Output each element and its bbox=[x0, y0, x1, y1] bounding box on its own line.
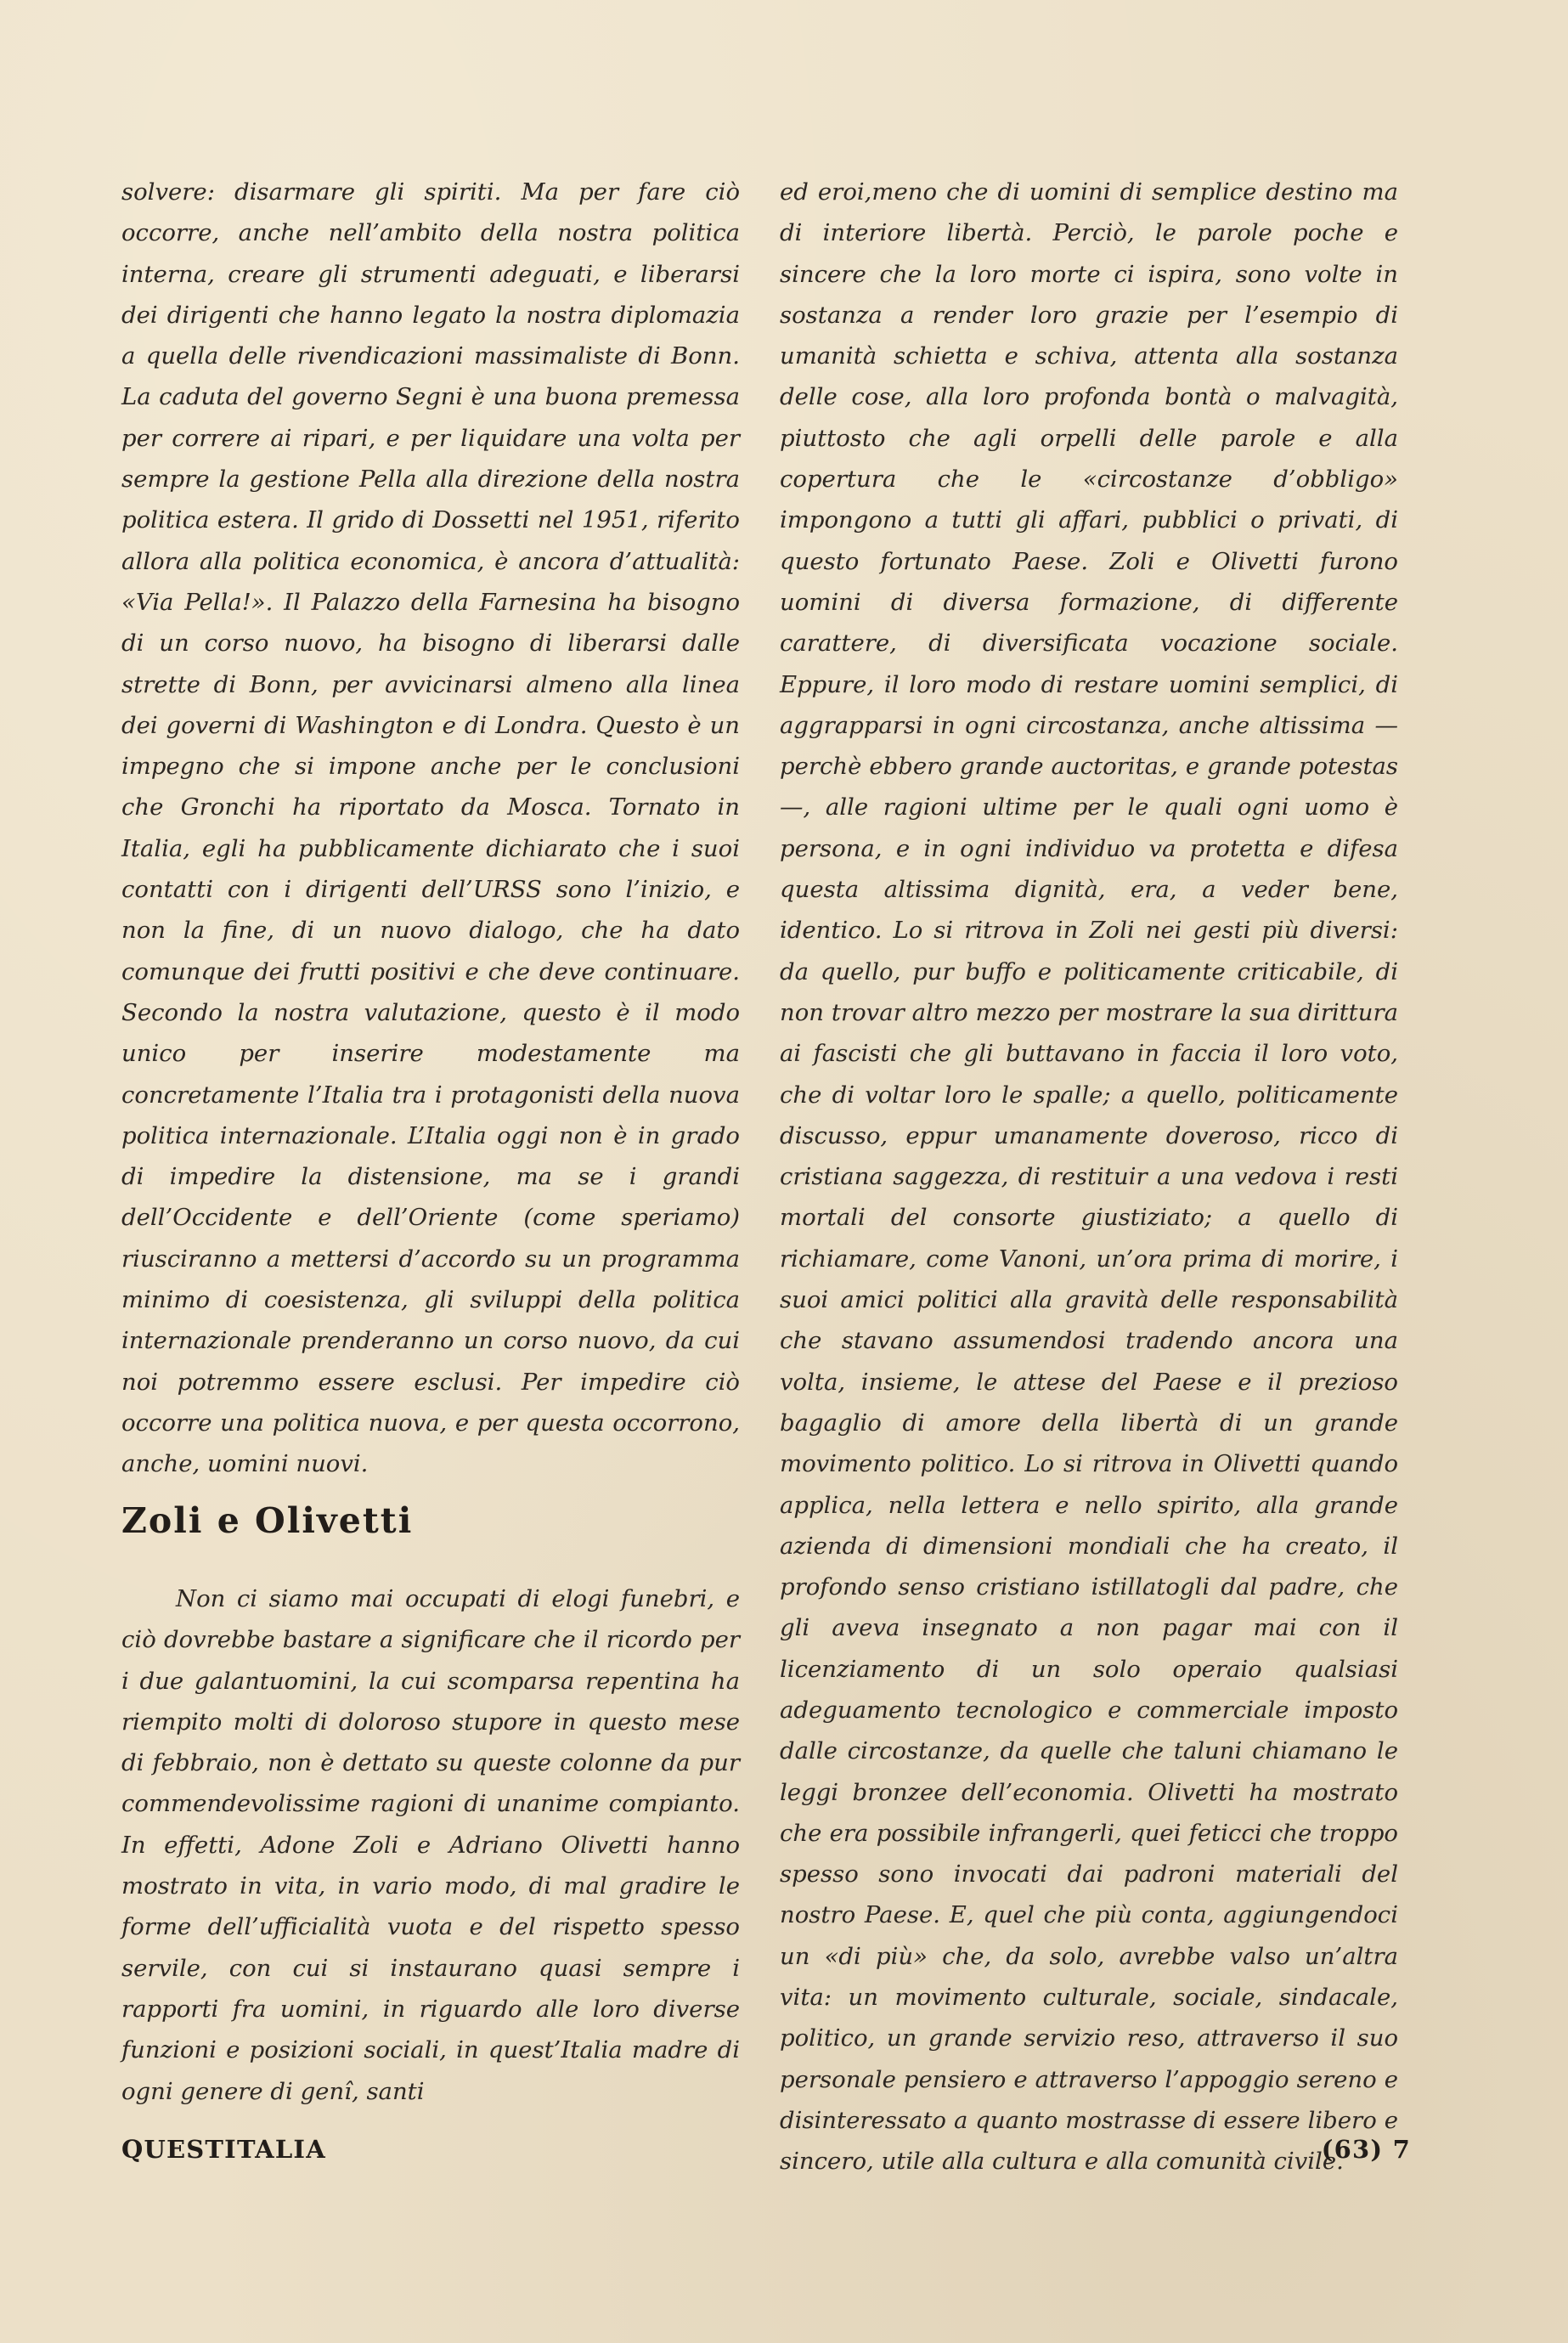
right-column bbox=[780, 172, 1398, 2182]
left-paragraph-2: Non ci siamo mai occupati di elogi funebri, e ciò dovrebbe bastare a significare che il ricordo per i due galantuomini, la cui scomparsa repentina ha riempito molti di doloroso stupore in questo mese di febbraio, non è dettato su queste colonne da pur commendevolissime ragioni di unanime compianto. In effetti, Adone Zoli e Adriano Olivetti hanno mostrato in vita, in vario modo, di mal gradire le forme dell’ufficialità vuota e del rispetto spesso servile, con cui si instaurano quasi sempre i rapporti fra uomini, in riguardo alle loro diverse funzioni e posizioni sociali, in quest’Italia madre di ogni genere di genî, santi bbox=[121, 1585, 740, 2105]
footer-page-number: (63) 7 bbox=[1321, 2135, 1411, 2164]
left-column-lower bbox=[121, 1578, 740, 2112]
left-paragraph-1: solvere: disarmare gli spiriti. Ma per fare ciò occorre, anche nell’ambito della nostra politica interna, creare gli strumenti adeguati, e liberarsi dei dirigenti che hanno legato la nostra diplomazia a quella delle rivendicazioni massimaliste di Bonn. La caduta del governo Segni è una buona premessa per correre ai ripari, e per liquidare una volta per sempre la gestione Pella alla direzione della nostra politica estera. Il grido di Dossetti nel 1951, riferito allora alla politica economica, è ancora d’attualità: «Via Pella!». Il Palazzo della Farnesina ha bisogno di un corso nuovo, ha bisogno di liberarsi dalle strette di Bonn, per avvicinarsi almeno alla linea dei governi di Washington e di Londra. Questo è un impegno che si impone anche per le conclusioni che Gronchi ha riportato da Mosca. Tornato in Italia, egli ha pubblicamente dichiarato che i suoi contatti con i dirigenti dell’URSS sono l’inizio, e non la fine, di un nuovo dialogo, che ha dato comunque dei frutti positivi e che deve continuare. Secondo la nostra valutazione, questo è il modo unico per inserire modestamente ma concretamente l’Italia tra i protagonisti della nuova politica internazionale. L’Italia oggi non è in grado di impedire la distensione, ma se i grandi dell’Occidente e dell’Oriente (come speriamo) riusciranno a mettersi d’accordo su un programma minimo di coesistenza, gli sviluppi della politica internazionale prenderanno un corso nuovo, da cui noi potremmo essere esclusi. Per impedire ciò occorre una politica nuova, e per questa occorrono, anche, uomini nuovi. bbox=[121, 178, 740, 1478]
left-column bbox=[121, 172, 740, 1485]
footer-magazine-name: QUESTITALIA bbox=[121, 2135, 326, 2164]
section-title: Zoli e Olivetti bbox=[121, 1500, 414, 1541]
right-paragraph-1: ed eroi,meno che di uomini di semplice destino ma di interiore libertà. Perciò, le parole poche e sincere che la loro morte ci ispira, sono volte in sostanza a render loro grazie per l’esempio di umanità schietta e schiva, attenta alla sostanza delle cose, alla loro profonda bontà o malvagità, piuttosto che agli orpelli delle parole e alla copertura che le «circostanze d’obbligo» impongono a tutti gli affari, pubblici o privati, di questo fortunato Paese. Zoli e Olivetti furono uomini di diversa formazione, di differente carattere, di diversificata vocazione sociale. Eppure, il loro modo di restare uomini semplici, di aggrapparsi in ogni circostanza, anche altissima — perchè ebbero grande auctoritas, e grande potestas —, alle ragioni ultime per le quali ogni uomo è persona, e in ogni individuo va protetta e difesa questa altissima dignità, era, a veder bene, identico. Lo si ritrova in Zoli nei gesti più diversi: da quello, pur buffo e politicamente criticabile, di non trovar altro mezzo per mostrare la sua dirittura ai fascisti che gli buttavano in faccia il loro voto, che di voltar loro le spalle; a quello, politicamente discusso, eppur umanamente doveroso, ricco di cristiana saggezza, di restituir a una vedova i resti mortali del consorte giustiziato; a quello di richiamare, come Vanoni, un’ora prima di morire, i suoi amici politici alla gravità delle responsabilità che stavano assumendosi tradendo ancora una volta, insieme, le attese del Paese e il prezioso bagaglio di amore della libertà di un grande movimento politico. Lo si ritrova in Olivetti quando applica, nella lettera e nello spirito, alla grande azienda di dimensioni mondiali che ha creato, il profondo senso cristiano istillatogli dal padre, che gli aveva insegnato a non pagar mai con il licenziamento di un solo operaio qualsiasi adeguamento tecnologico e commerciale imposto dalle circostanze, da quelle che taluni chiamano le leggi bronzee dell’economia. Olivetti ha mostrato che era possibile infrangerli, quei feticci che troppo spesso sono invocati dai padroni materiali del nostro Paese. E, quel che più conta, aggiungendoci un «di più» che, da solo, avrebbe valso un’altra vita: un movimento culturale, sociale, sindacale, politico, un grande servizio reso, attraverso il suo personale pensiero e attraverso l’appoggio sereno e disinteressato a quanto mostrasse di essere libero e sincero, utile alla cultura e alla comunità civile. bbox=[780, 178, 1398, 2176]
